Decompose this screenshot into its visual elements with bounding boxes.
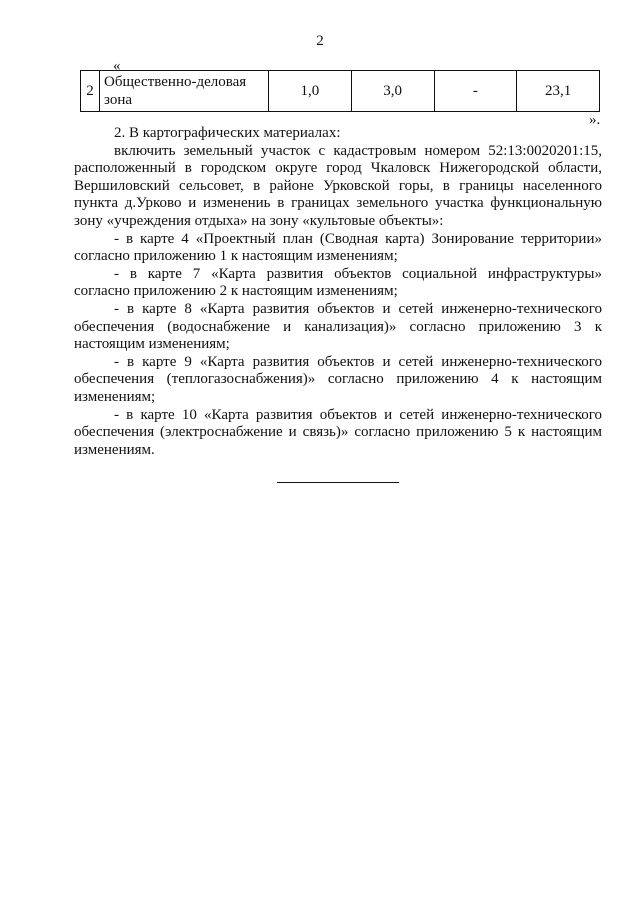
zone-name-cell: Общественно-деловая зона	[100, 71, 269, 112]
row-number-cell: 2	[81, 71, 100, 112]
document-body	[74, 125, 602, 459]
value-cell-4: 23,1	[517, 71, 600, 112]
closing-quote-mark: ».	[589, 112, 601, 128]
list-item: - в карте 9 «Карта развития объектов и сетей инженерно-технического обеспечения (теплогазоснабжения)» согласно приложению 4 к настоящим изменениям;	[74, 353, 602, 405]
zone-parameters-table	[80, 70, 600, 112]
paragraph: включить земельный участок с кадастровым номером 52:13:0020201:15, расположенный в городском округе город Чкаловск Нижегородской области, Вершиловский сельсовет, в районе Урковской горы, в границы населенного пункта д.Урково и изменениь в границах земельного участка функциональную зону «учреждения отдыха» на зону «культовые объекты»:	[74, 142, 602, 229]
end-divider-line	[277, 482, 399, 483]
list-item: - в карте 8 «Карта развития объектов и сетей инженерно-технического обеспечения (водоснабжение и канализация)» согласно приложению 3 к настоящим изменениям;	[74, 300, 602, 353]
list-item: - в карте 10 «Карта развития объектов и сетей инженерно-технического обеспечения (электроснабжение и связь)» согласно приложению 5 к настоящим изменениям.	[74, 406, 602, 458]
list-item: - в карте 7 «Карта развития объектов социальной инфраструктуры» согласно приложению 2 к настоящим изменениям;	[74, 265, 602, 300]
list-item: - в карте 4 «Проектный план (Сводная карта) Зонирование территории» согласно приложению 1 к настоящим изменениям;	[74, 230, 602, 265]
section-heading: 2. В картографических материалах:	[114, 125, 341, 141]
page-number: 2	[316, 33, 324, 49]
value-cell-1: 1,0	[269, 71, 352, 112]
value-cell-2: 3,0	[351, 71, 434, 112]
opening-quote-mark: «	[113, 58, 121, 74]
value-cell-3: -	[434, 71, 517, 112]
table-row	[81, 71, 600, 112]
